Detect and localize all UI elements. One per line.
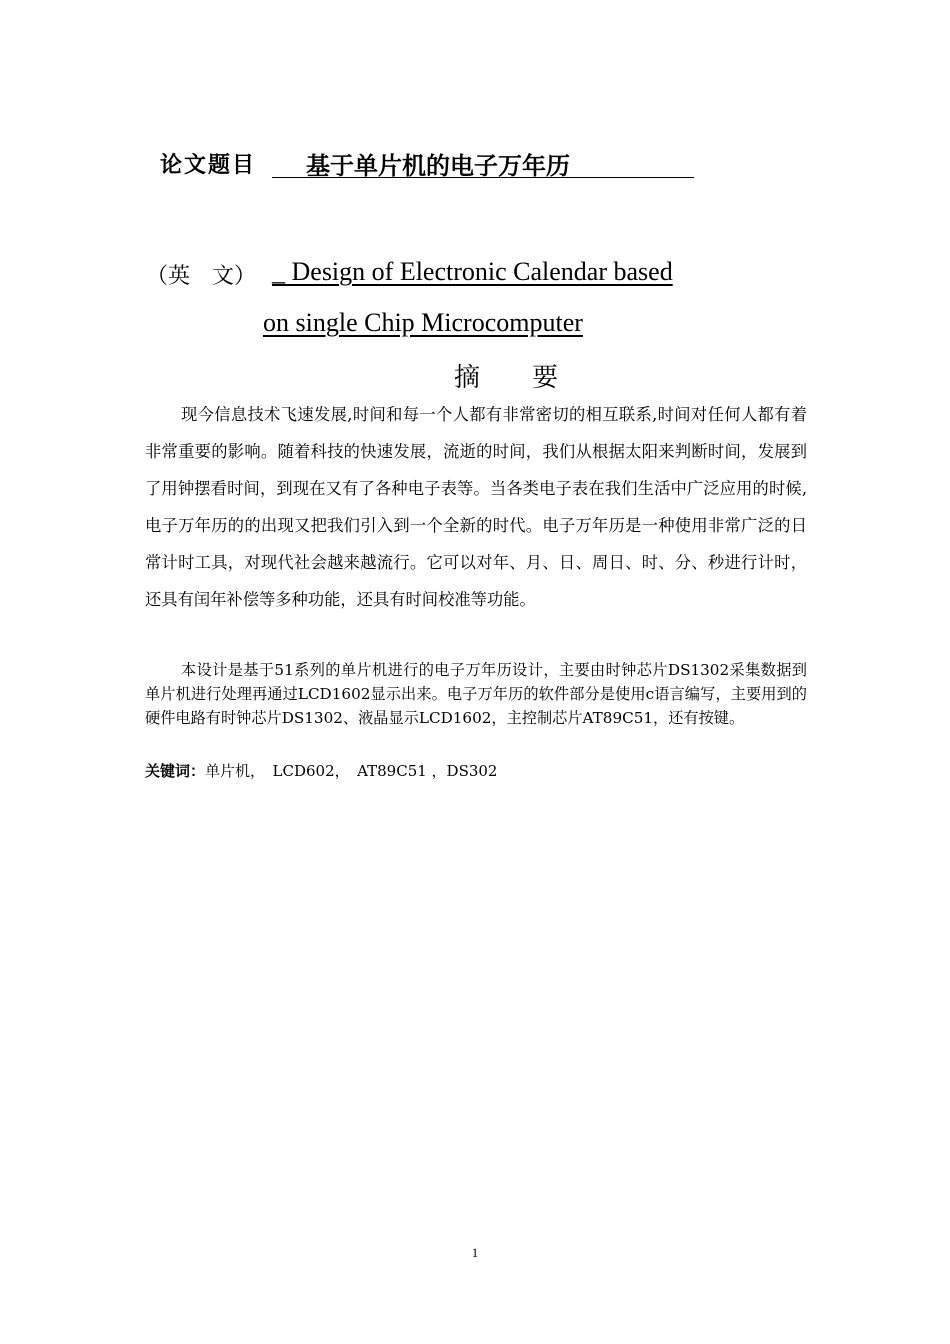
- page-number: 1: [471, 1245, 479, 1260]
- english-title-line2: on single Chip Microcomputer: [263, 308, 583, 337]
- english-title-line1: _ Design of Electronic Calendar based: [272, 257, 673, 286]
- thesis-title-underline: [272, 146, 694, 178]
- abstract-paragraph-2: 本设计是基于51系列的单片机进行的电子万年历设计，主要由时钟芯片DS1302采集数据到单片机进行处理再通过LCD1602显示出来。电子万年历的软件部分是使用c语言编写，主要用到的硬件电路有时钟芯片DS1302、液晶显示LCD1602，主控制芯片AT89C51，还有按键。: [145, 661, 807, 727]
- keywords-line: [145, 760, 497, 781]
- english-title-label: （英 文）: [146, 264, 257, 289]
- keywords-label: 关键词：: [145, 762, 206, 780]
- keywords-value: 单片机， LCD602， AT89C51 ，DS302: [205, 762, 498, 780]
- abstract-heading: 摘 要: [454, 363, 559, 393]
- thesis-title-value: 基于单片机的电子万年历: [306, 152, 570, 180]
- abstract-paragraph-1: 现今信息技术飞速发展,时间和每一个人都有非常密切的相互联系,时间对任何人都有着非常重要的影响。随着科技的快速发展，流逝的时间，我们从根据太阳来判断时间，发展到了用钟摆看时间，到现在又有了各种电子表等。当各类电子表在我们生活中广泛应用的时候,电子万年历的的出现又把我们引入到一个全新的时代。电子万年历是一种使用非常广泛的日常计时工具，对现代社会越来越流行。它可以对年、月、日、周日、时、分、秒进行计时，还具有闰年补偿等多种功能，还具有时间校准等功能。: [145, 405, 807, 609]
- thesis-title-label: 论文题目: [160, 153, 257, 178]
